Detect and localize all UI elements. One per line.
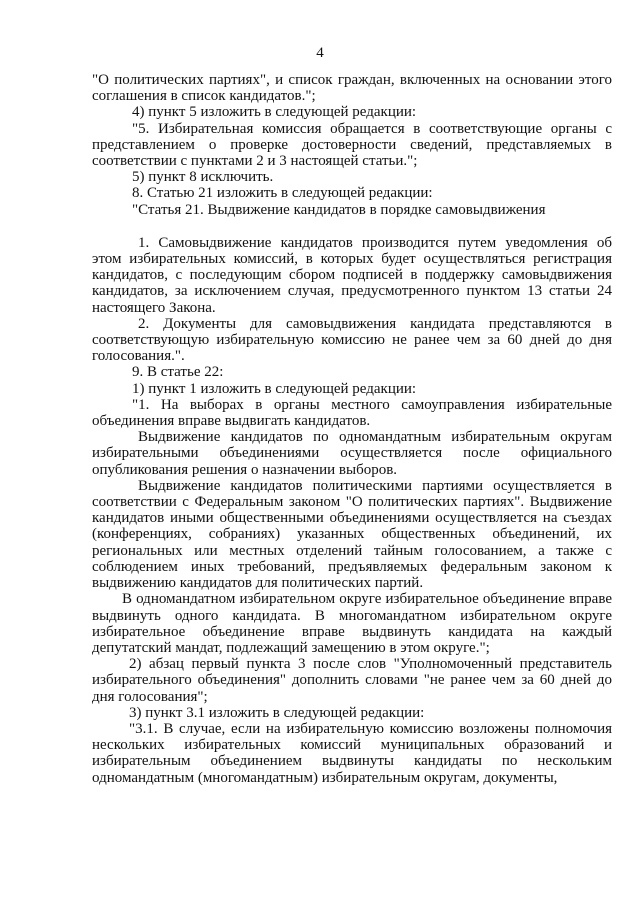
paragraph: Выдвижение кандидатов по одномандатным избирательным округам избирательными объединениями осуществляется после официального опубликования решения о назначении выборов.	[92, 429, 612, 478]
paragraph: 1. Самовыдвижение кандидатов производится путем уведомления об этом избирательных комиссий, в которых будет осуществляться регистрация кандидатов, с последующим сбором подписей в поддержку самовыдвижения кандидатов, за исключением случая, предусмотренного пунктом 13 статьи 24 настоящего Закона.	[92, 234, 612, 316]
paragraph: 9. В статье 22:	[132, 364, 224, 381]
paragraph: Выдвижение кандидатов политическими партиями осуществляется в соответствии с Федеральным законом "О политических партиях". Выдвижение кандидатов иными общественными объединениями осуществляется на съездах (конференциях, собраниях) указанных общественных объединений, их региональных или местных отделений тайным голосованием, а также с соблюдением иных требований, предъявляемых федеральным законом к выдвижению кандидатов для политических партий.	[92, 477, 612, 592]
paragraph: "3.1. В случае, если на избирательную комиссию возложены полномочия нескольких избирательных комиссий муниципальных образований и избирательным объединением выдвинуты кандидаты по нескольким одномандатным (многомандатным) избирательным округам, документы,	[92, 720, 612, 786]
spacer	[92, 218, 612, 235]
paragraph: 4) пункт 5 изложить в следующей редакции:	[132, 104, 417, 121]
paragraph: "5. Избирательная комиссия обращается в соответствующие органы с представлением о проверке достоверности сведений, представляемых в соответствии с пунктами 2 и 3 настоящей статьи.";	[92, 120, 612, 170]
document-body	[92, 72, 612, 786]
page-number: 4	[316, 45, 324, 61]
paragraph: В одномандатном избирательном округе избирательное объединение вправе выдвинуть одного кандидата. В многомандатном избирательном округе избирательное объединение вправе выдвинуть кандидата на каждый депутатский мандат, подлежащий замещению в этом округе.";	[92, 591, 612, 656]
paragraph: 1) пункт 1 изложить в следующей редакции:	[132, 380, 417, 397]
paragraph: 5) пункт 8 исключить.	[132, 169, 274, 186]
paragraph: 2) абзац первый пункта 3 после слов "Уполномоченный представитель избирательного объединения" дополнить словами "не ранее чем за 60 дней до дня голосования";	[92, 656, 612, 705]
paragraph: 2. Документы для самовыдвижения кандидата представляются в соответствующую избирательную комиссию не ранее чем за 60 дней до дня голосования.".	[92, 315, 612, 365]
paragraph: "1. На выборах в органы местного самоуправления избирательные объединения вправе выдвигать кандидатов.	[92, 396, 612, 430]
paragraph: 3) пункт 3.1 изложить в следующей редакции:	[129, 704, 425, 721]
paragraph: 8. Статью 21 изложить в следующей редакции:	[132, 185, 433, 202]
paragraph: "О политических партиях", и список граждан, включенных на основании этого соглашения в список кандидатов.";	[92, 72, 612, 105]
article-heading: "Статья 21. Выдвижение кандидатов в порядке самовыдвижения	[132, 201, 546, 218]
